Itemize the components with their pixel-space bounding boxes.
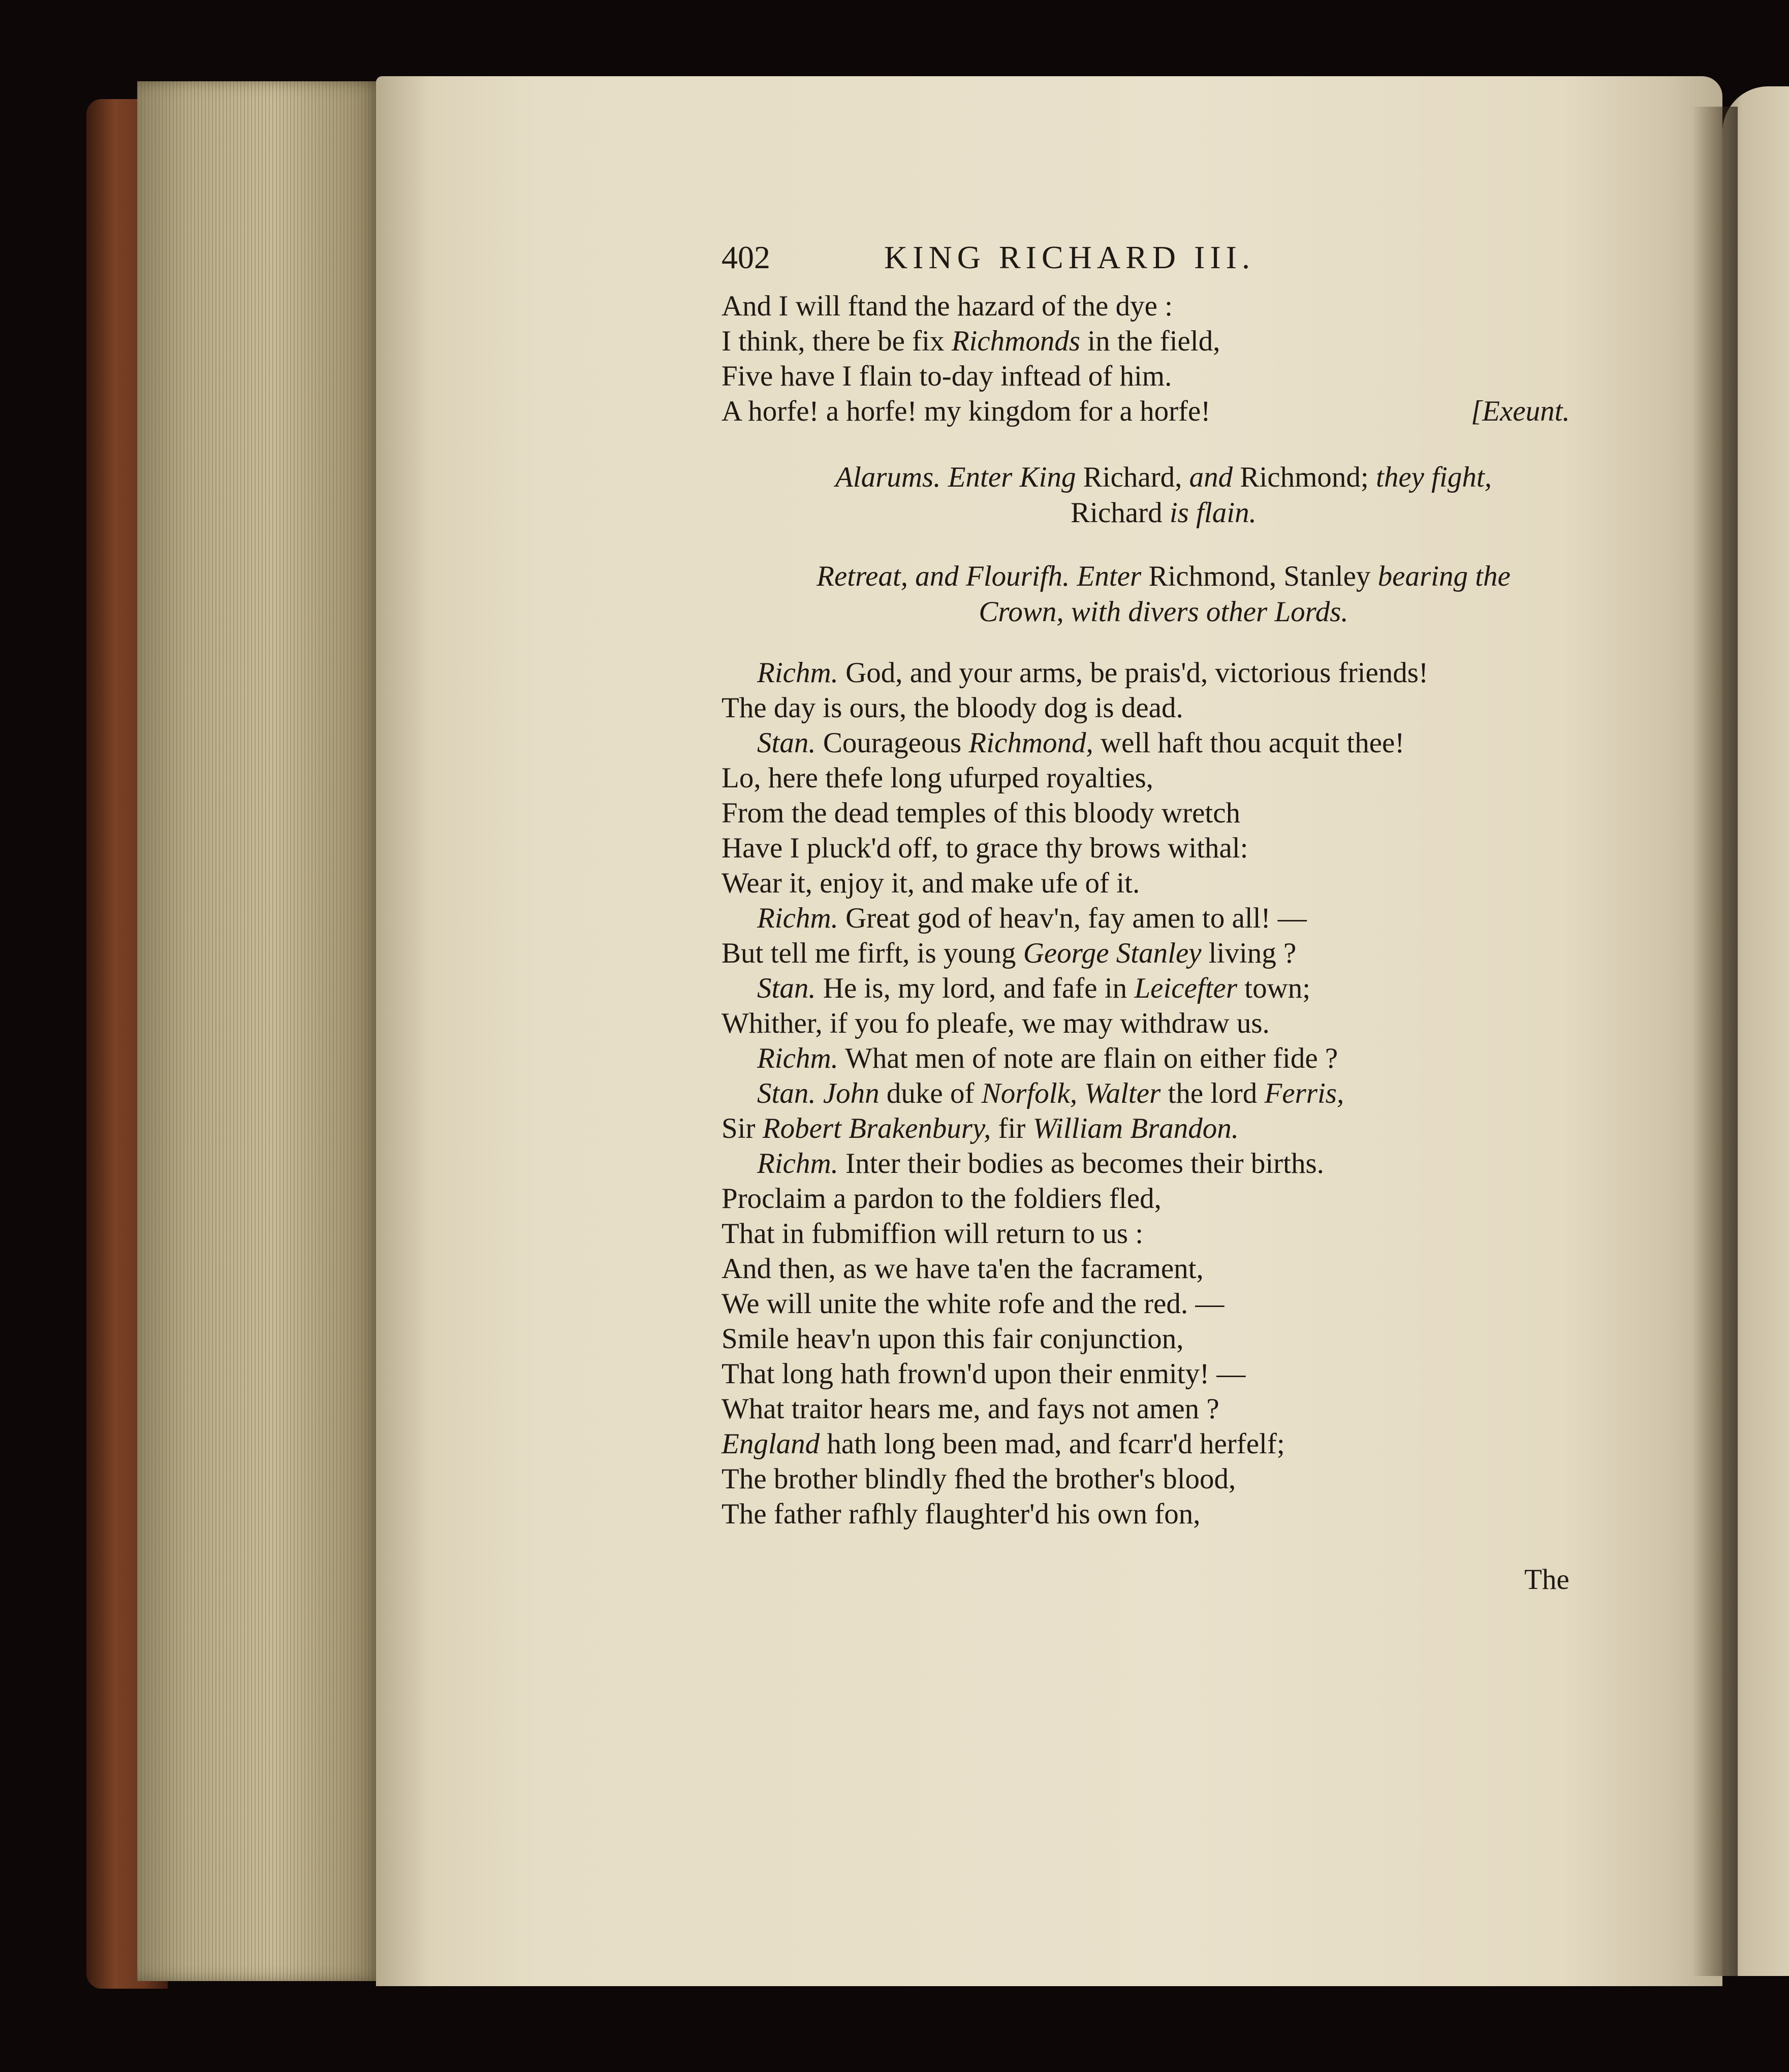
speech-line: Richm. Great god of heav'n, fay amen to all! —: [757, 902, 1307, 934]
page-number: 402: [721, 239, 770, 275]
verse-line: England hath long been mad, and fcarr'd herfelf;: [721, 1428, 1285, 1460]
verse-line: What traitor hears me, and fays not amen ?: [721, 1393, 1219, 1425]
verse-line: The father rafhly flaughter'd his own fon,: [721, 1498, 1201, 1530]
catchword: The: [1524, 1564, 1570, 1596]
verse-line: Proclaim a pardon to the foldiers fled,: [721, 1183, 1162, 1215]
verse-line: We will unite the white rofe and the red. —: [721, 1288, 1225, 1320]
speech-line: Richm. God, and your arms, be prais'd, victorious friends!: [757, 657, 1428, 689]
speech-line: Richm. What men of note are flain on either fide ?: [757, 1042, 1338, 1074]
verse-line: I think, there be fix Richmonds in the field,: [721, 325, 1220, 357]
speech-line: Richm. Inter their bodies as becomes their births.: [757, 1147, 1324, 1180]
verse-line: And then, as we have ta'en the facrament,: [721, 1253, 1204, 1285]
stage-direction: Richard is flain.: [1071, 497, 1257, 529]
stage-direction-exeunt: [Exeunt.: [1471, 395, 1570, 427]
verse-line: The day is ours, the bloody dog is dead.: [721, 692, 1183, 724]
verse-line: Whither, if you fo pleafe, we may withdraw us.: [721, 1007, 1270, 1039]
stage-direction: Crown, with divers other Lords.: [979, 596, 1348, 628]
verse-line: The brother blindly fhed the brother's blood,: [721, 1463, 1236, 1495]
verse-line: But tell me firft, is young George Stanley living ?: [721, 937, 1297, 969]
verse-line: Five have I flain to-day inftead of him.: [721, 360, 1172, 392]
verse-line: And I will ftand the hazard of the dye :: [721, 290, 1173, 322]
stage-direction: Alarums. Enter King Richard, and Richmond; they fight,: [835, 461, 1492, 493]
verse-line: Sir Robert Brakenbury, fir William Brandon.: [721, 1112, 1239, 1144]
verse-line: Smile heav'n upon this fair conjunction,: [721, 1323, 1184, 1355]
verse-line: Wear it, enjoy it, and make ufe of it.: [721, 867, 1140, 899]
page-edge-stack: [137, 81, 386, 1981]
verse-line: A horfe! a horfe! my kingdom for a horfe!: [721, 395, 1211, 427]
speech-line: Stan. He is, my lord, and fafe in Leicefter town;: [757, 972, 1311, 1004]
verse-line: Have I pluck'd off, to grace thy brows withal:: [721, 832, 1248, 864]
verse-line: Lo, here thefe long ufurped royalties,: [721, 762, 1153, 794]
speech-line: Stan. John duke of Norfolk, Walter the lord Ferris,: [757, 1077, 1344, 1109]
verse-line: That long hath frown'd upon their enmity! —: [721, 1358, 1246, 1390]
verse-line: From the dead temples of this bloody wretch: [721, 797, 1241, 829]
running-title: KING RICHARD III.: [884, 239, 1255, 275]
verse-line: That in fubmiffion will return to us :: [721, 1218, 1144, 1250]
page-gutter-shadow: [1692, 107, 1738, 1976]
stage-direction: Retreat, and Flourifh. Enter Richmond, Stanley bearing the: [817, 560, 1511, 592]
speech-line: Stan. Courageous Richmond, well haft thou acquit thee!: [757, 727, 1405, 759]
